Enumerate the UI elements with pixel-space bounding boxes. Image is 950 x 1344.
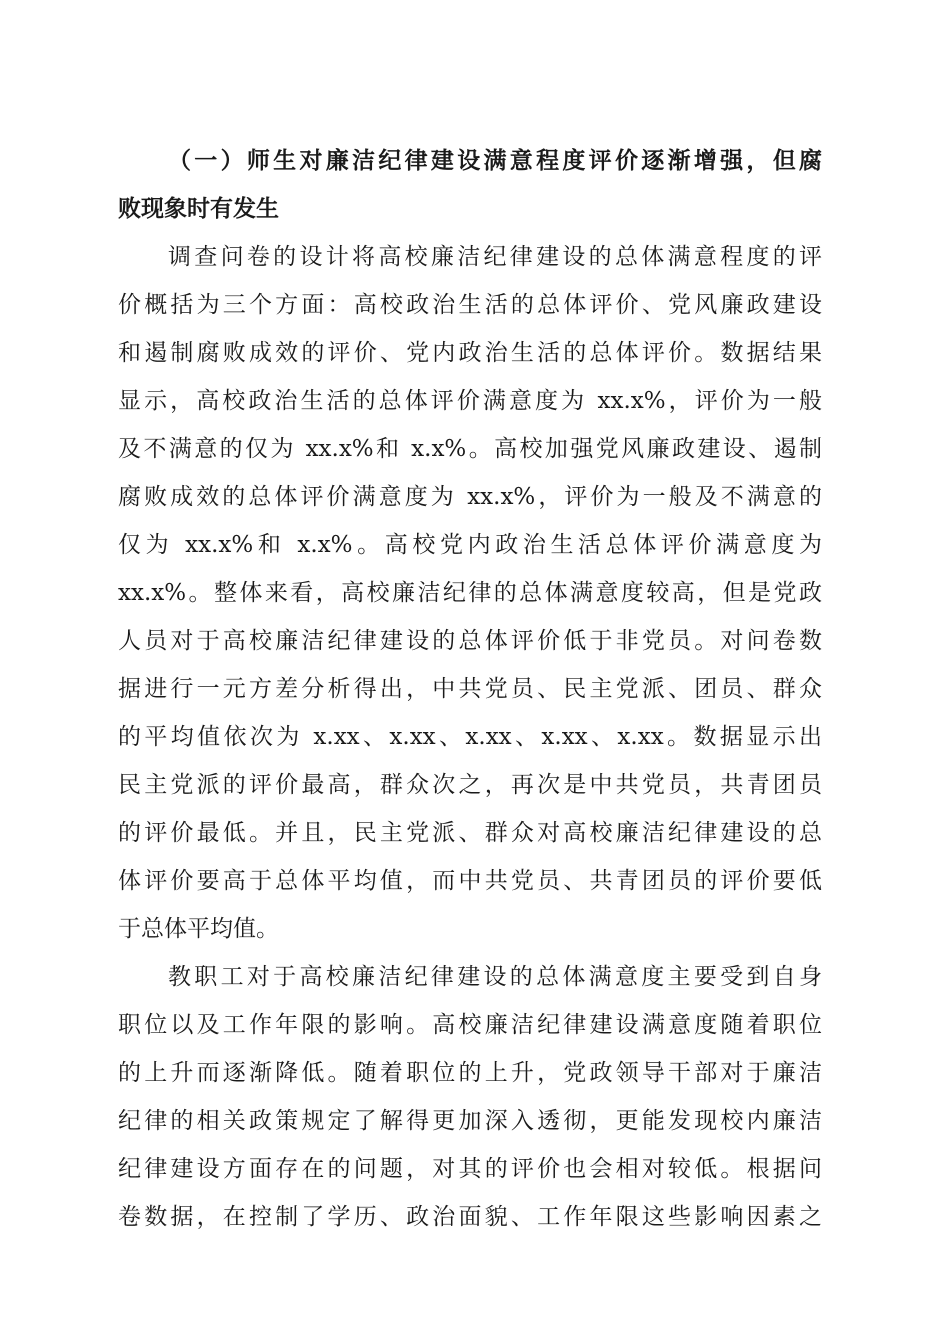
heading-line: （一）师生对廉洁纪律建设满意程度评价逐渐增强，但腐: [168, 147, 822, 174]
paragraph-line: 价概括为三个方面：高校政治生活的总体评价、党风廉政建设: [118, 292, 822, 318]
heading-line: 败现象时有发生: [118, 195, 279, 222]
paragraph-line: 的上升而逐渐降低。随着职位的上升，党政领导干部对于廉洁: [118, 1060, 822, 1086]
paragraph-line: 的平均值依次为 x.xx、x.xx、x.xx、x.xx、x.xx。数据显示出: [118, 724, 822, 750]
paragraph-line: 卷数据，在控制了学历、政治面貌、工作年限这些影响因素之: [118, 1204, 822, 1230]
paragraph-line: xx.x%。整体来看，高校廉洁纪律的总体满意度较高，但是党政: [118, 580, 822, 606]
paragraph-line: 人员对于高校廉洁纪律建设的总体评价低于非党员。对问卷数: [118, 628, 822, 654]
paragraph-line: 和遏制腐败成效的评价、党内政治生活的总体评价。数据结果: [118, 340, 822, 366]
paragraph-line: 调查问卷的设计将高校廉洁纪律建设的总体满意程度的评: [168, 244, 822, 270]
paragraph-line: 仅为 xx.x%和 x.x%。高校党内政治生活总体评价满意度为: [118, 532, 822, 558]
paragraph-line: 的评价最低。并且，民主党派、群众对高校廉洁纪律建设的总: [118, 820, 822, 846]
paragraph-line: 及不满意的仅为 xx.x%和 x.x%。高校加强党风廉政建设、遏制: [118, 436, 822, 462]
paragraph-line: 职位以及工作年限的影响。高校廉洁纪律建设满意度随着职位: [118, 1012, 822, 1038]
paragraph-line: 腐败成效的总体评价满意度为 xx.x%，评价为一般及不满意的: [118, 484, 822, 510]
paragraph-line: 显示，高校政治生活的总体评价满意度为 xx.x%，评价为一般: [118, 388, 822, 414]
paragraph-line: 于总体平均值。: [118, 916, 279, 942]
paragraph-line: 体评价要高于总体平均值，而中共党员、共青团员的评价要低: [118, 868, 822, 894]
paragraph-line: 据进行一元方差分析得出，中共党员、民主党派、团员、群众: [118, 676, 822, 702]
paragraph-line: 民主党派的评价最高，群众次之，再次是中共党员，共青团员: [118, 772, 822, 798]
paragraph-line: 纪律建设方面存在的问题，对其的评价也会相对较低。根据问: [118, 1156, 822, 1182]
paragraph-line: 纪律的相关政策规定了解得更加深入透彻，更能发现校内廉洁: [118, 1108, 822, 1134]
paragraph-line: 教职工对于高校廉洁纪律建设的总体满意度主要受到自身: [168, 964, 822, 990]
